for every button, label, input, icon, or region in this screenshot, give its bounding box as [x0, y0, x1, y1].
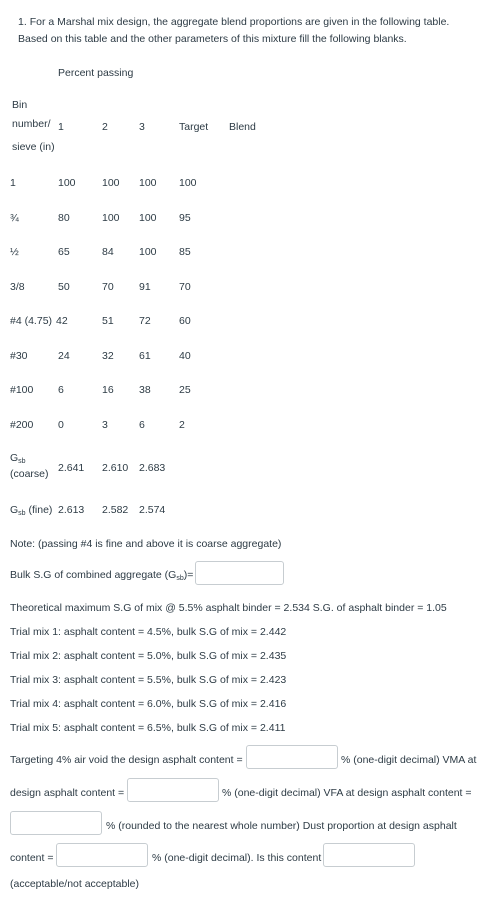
table-col-header-number: number/ — [12, 118, 51, 130]
dust-proportion-input[interactable] — [56, 843, 148, 867]
table-col-3: 3 — [139, 121, 145, 133]
table-cell: 3 — [102, 419, 108, 431]
table-cell: 2 — [179, 419, 185, 431]
table-sieve-label: 3/8 — [10, 281, 25, 293]
trial-3: Trial mix 3: asphalt content = 5.5%, bulk S.G of mix = 2.423 — [10, 674, 287, 686]
question-number: 1. — [18, 16, 27, 28]
gsb-coarse-2: 2.610 — [102, 462, 129, 474]
table-cell: 91 — [139, 281, 151, 293]
table-col-header-sieve: sieve (in) — [12, 141, 55, 153]
table-col-header-bin: Bin — [12, 99, 28, 111]
table-cell: 40 — [179, 350, 191, 362]
design-asphalt-content-input[interactable] — [246, 745, 338, 769]
gsb-coarse-label: $G_{sb}$ (coarse) — [10, 452, 49, 480]
table-sieve-label: #100 — [10, 384, 34, 396]
table-super-header: Percent passing — [58, 67, 134, 79]
trial-5: Trial mix 5: asphalt content = 6.5%, bulk S.G of mix = 2.411 — [10, 722, 286, 734]
trial-2: Trial mix 2: asphalt content = 5.0%, bulk S.G of mix = 2.435 — [10, 650, 287, 662]
table-cell: 100 — [179, 177, 197, 189]
table-cell: 60 — [179, 315, 191, 327]
gsb-fine-label: $G_{sb}$ (fine) — [10, 504, 53, 517]
table-cell: 16 — [102, 384, 114, 396]
content-text: content = — [10, 852, 54, 864]
table-cell: 6 — [58, 384, 64, 396]
table-cell: 24 — [58, 350, 70, 362]
table-cell: 72 — [139, 315, 151, 327]
table-col-target: Target — [179, 121, 209, 133]
vfa-text: % (one-digit decimal) VFA at design asphalt content = — [222, 787, 472, 799]
table-cell: 95 — [179, 212, 191, 224]
table-cell: 51 — [102, 315, 114, 327]
table-sieve-label: ½ — [10, 246, 19, 258]
table-col-1: 1 — [58, 121, 64, 133]
question-text — [18, 14, 480, 48]
table-cell: 100 — [102, 212, 120, 224]
table-col-2: 2 — [102, 121, 108, 133]
table-cell: 42 — [56, 315, 68, 327]
table-sieve-label: #4 (4.75) — [10, 315, 53, 327]
acceptable-text: (acceptable/not acceptable) — [10, 878, 139, 890]
design-ac-text: design asphalt content = — [10, 787, 125, 799]
table-col-blend: Blend — [229, 121, 256, 133]
gsb-fine-2: 2.582 — [102, 504, 129, 516]
gsb-coarse-3: 2.683 — [139, 462, 166, 474]
table-sieve-label: ¾ — [10, 212, 19, 224]
bulk-sg-input[interactable] — [195, 561, 284, 585]
table-cell: 65 — [58, 246, 70, 258]
table-cell: 0 — [58, 419, 64, 431]
gsb-coarse-1: 2.641 — [58, 462, 85, 474]
trial-1: Trial mix 1: asphalt content = 4.5%, bulk S.G of mix = 2.442 — [10, 626, 287, 638]
table-cell: 6 — [139, 419, 145, 431]
question-body: For a Marshal mix design, the aggregate blend proportions are given in the following table. Based on this table and the other parameters of this mixture fill the following blanks. — [18, 16, 450, 45]
table-sieve-label: 1 — [10, 177, 16, 189]
note-text: Note: (passing #4 is fine and above it is coarse aggregate) — [10, 538, 282, 550]
table-cell: 100 — [139, 177, 157, 189]
table-cell: 50 — [58, 281, 70, 293]
vma-input[interactable] — [127, 778, 219, 802]
vfa-input[interactable] — [10, 811, 102, 835]
table-cell: 100 — [102, 177, 120, 189]
table-cell: 100 — [139, 212, 157, 224]
table-cell: 100 — [139, 246, 157, 258]
vma-text: % (one-digit decimal) VMA at — [341, 754, 477, 766]
acceptable-input[interactable] — [323, 843, 415, 867]
table-cell: 38 — [139, 384, 151, 396]
table-cell: 80 — [58, 212, 70, 224]
target-text: Targeting 4% air void the design asphalt content = — [10, 754, 243, 766]
table-cell: 25 — [179, 384, 191, 396]
gsb-fine-3: 2.574 — [139, 504, 166, 516]
dust-text: % (rounded to the nearest whole number) Dust proportion at design asphalt — [106, 820, 457, 832]
bulk-sg-label: Bulk S.G of combined aggregate $(G_{sb})=$ — [10, 569, 194, 582]
table-cell: 100 — [58, 177, 76, 189]
table-sieve-label: #200 — [10, 419, 34, 431]
is-content-text: % (one-digit decimal). Is this content — [152, 852, 322, 864]
table-cell: 61 — [139, 350, 151, 362]
table-cell: 84 — [102, 246, 114, 258]
theoretical-text: Theoretical maximum S.G of mix @ 5.5% asphalt binder = 2.534 S.G. of asphalt binder = 1.05 — [10, 602, 447, 614]
trial-4: Trial mix 4: asphalt content = 6.0%, bulk S.G of mix = 2.416 — [10, 698, 287, 710]
table-cell: 70 — [102, 281, 114, 293]
table-cell: 32 — [102, 350, 114, 362]
gsb-fine-1: 2.613 — [58, 504, 85, 516]
table-sieve-label: #30 — [10, 350, 28, 362]
table-cell: 85 — [179, 246, 191, 258]
table-cell: 70 — [179, 281, 191, 293]
